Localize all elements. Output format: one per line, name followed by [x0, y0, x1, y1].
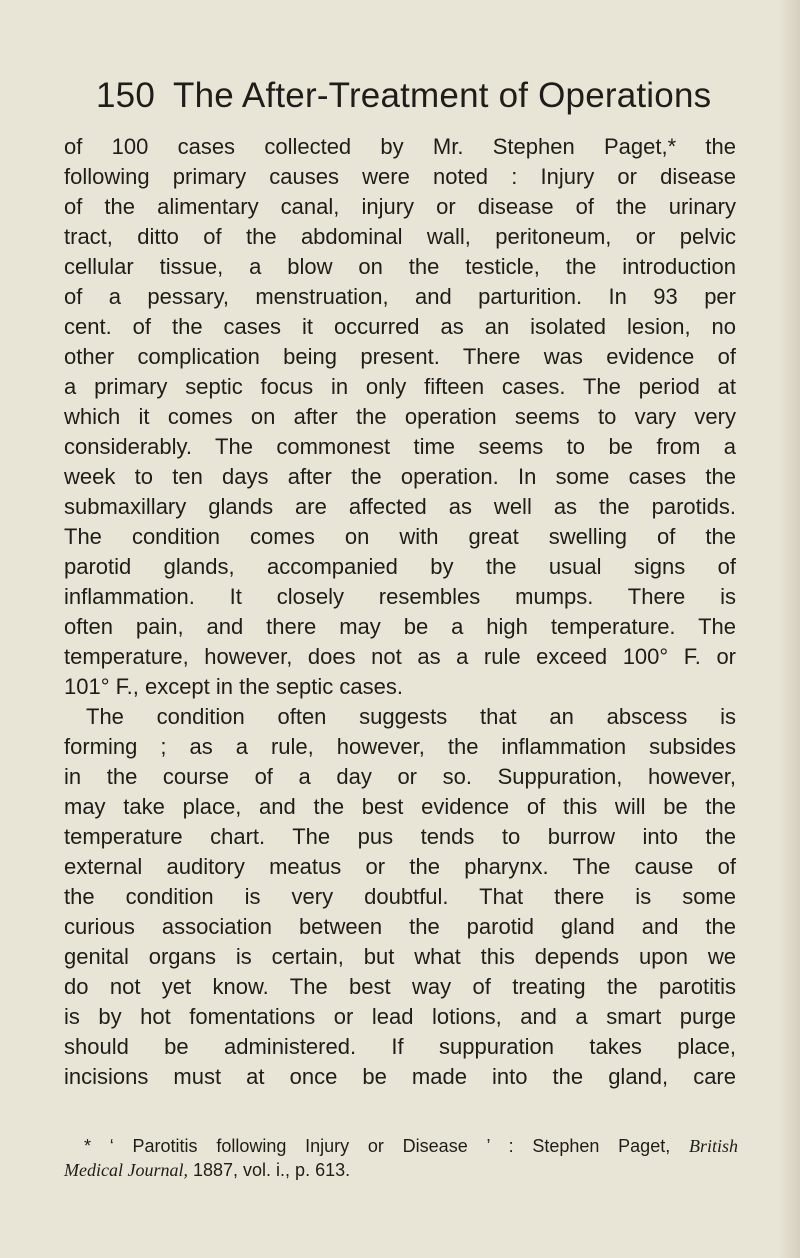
- text-line: submaxillary glands are affected as well as the parotids.: [64, 494, 736, 519]
- text-line: do not yet know. The best way of treating the parotitis: [64, 974, 736, 999]
- text-line: forming ; as a rule, however, the inflammation subsides: [64, 734, 736, 759]
- text-line: of 100 cases collected by Mr. Stephen Paget,* the: [64, 134, 736, 159]
- text-line: of a pessary, menstruation, and parturition. In 93 per: [64, 284, 736, 309]
- footnote: [64, 1134, 738, 1182]
- text-line: cellular tissue, a blow on the testicle, the introduction: [64, 254, 736, 279]
- text-line: is by hot fomentations or lead lotions, and a smart purge: [64, 1004, 736, 1029]
- text-line: temperature, however, does not as a rule exceed 100° F. or: [64, 644, 736, 669]
- footnote-line: [64, 1158, 738, 1182]
- text-line: parotid glands, accompanied by the usual signs of: [64, 554, 736, 579]
- body-text: [64, 132, 736, 1092]
- footnote-journal-part1: British: [688, 1136, 738, 1156]
- text-line: may take place, and the best evidence of this will be the: [64, 794, 736, 819]
- text-line: following primary causes were noted : Injury or disease: [64, 164, 736, 189]
- footnote-journal-part2: Medical Journal,: [64, 1160, 188, 1180]
- footnote-reference: 1887, vol. i., p. 613.: [193, 1160, 351, 1180]
- text-line: week to ten days after the operation. In some cases the: [64, 464, 736, 489]
- text-line: often pain, and there may be a high temperature. The: [64, 614, 736, 639]
- text-line: The condition comes on with great swelling of the: [64, 524, 736, 549]
- text-line: tract, ditto of the abdominal wall, peritoneum, or pelvic: [64, 224, 736, 249]
- text-line: temperature chart. The pus tends to burrow into the: [64, 824, 736, 849]
- text-line: in the course of a day or so. Suppuration, however,: [64, 764, 736, 789]
- text-line: inflammation. It closely resembles mumps. There is: [64, 584, 736, 609]
- footnote-line: [64, 1134, 738, 1158]
- paragraph-end-line: 101° F., except in the septic cases.: [64, 674, 403, 699]
- text-line: cent. of the cases it occurred as an isolated lesion, no: [64, 314, 736, 339]
- text-line: incisions must at once be made into the gland, care: [64, 1064, 736, 1089]
- footnote-citation: * ‘ Parotitis following Injury or Disease ’ : Stephen Paget,: [84, 1136, 671, 1156]
- paragraph-start-line: The condition often suggests that an abscess is: [86, 704, 736, 729]
- text-line: a primary septic focus in only fifteen cases. The period at: [64, 374, 736, 399]
- text-line: other complication being present. There was evidence of: [64, 344, 736, 369]
- text-line: which it comes on after the operation seems to vary very: [64, 404, 736, 429]
- text-line: considerably. The commonest time seems to be from a: [64, 434, 736, 459]
- running-title: The After-Treatment of Operations: [173, 76, 712, 115]
- page-number: 150: [96, 76, 155, 115]
- running-header: [96, 76, 786, 116]
- text-line: of the alimentary canal, injury or disease of the urinary: [64, 194, 736, 219]
- text-line: the condition is very doubtful. That there is some: [64, 884, 736, 909]
- text-line: curious association between the parotid gland and the: [64, 914, 736, 939]
- text-line: genital organs is certain, but what this depends upon we: [64, 944, 736, 969]
- page-edge-shadow: [778, 0, 800, 1258]
- text-line: external auditory meatus or the pharynx. The cause of: [64, 854, 736, 879]
- text-line: should be administered. If suppuration takes place,: [64, 1034, 736, 1059]
